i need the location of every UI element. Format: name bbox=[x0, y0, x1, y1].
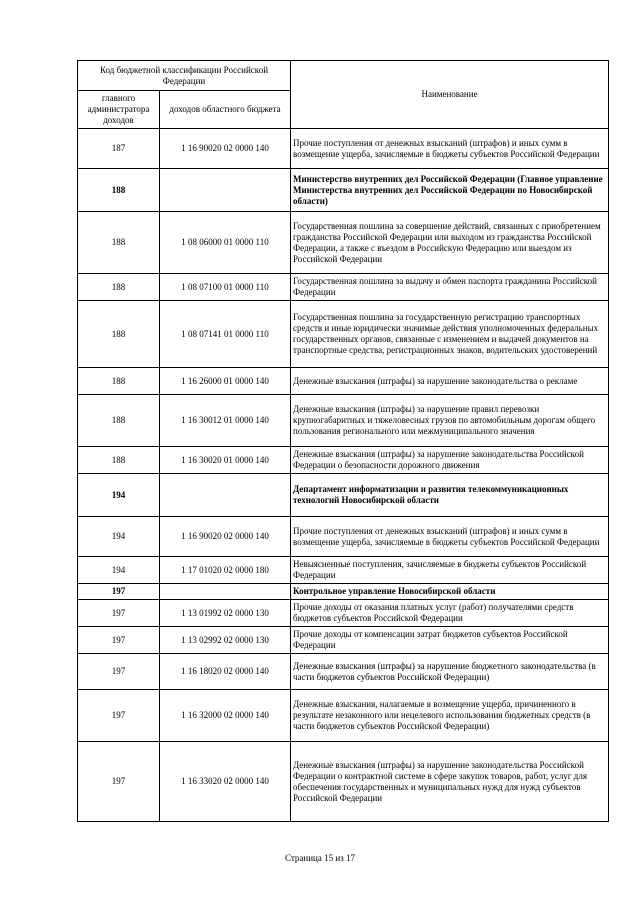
admin-code-cell: 188 bbox=[78, 212, 160, 274]
name-cell: Прочие поступления от денежных взысканий (штрафов) и иных сумм в возмещение ущерба, зачисляемые в бюджеты субъектов Российской Федерации bbox=[291, 129, 609, 169]
header-group: Код бюджетной классификации Российской Федерации bbox=[78, 61, 291, 91]
income-code-cell: 1 16 30012 01 0000 140 bbox=[160, 395, 291, 447]
name-cell: Прочие доходы от оказания платных услуг (работ) получателями средств бюджетов субъектов Российской Федерации bbox=[291, 600, 609, 627]
income-code-cell: 1 16 30020 01 0000 140 bbox=[160, 447, 291, 474]
table-row bbox=[78, 129, 609, 169]
income-code-cell: 1 16 90020 02 0000 140 bbox=[160, 517, 291, 557]
table-row bbox=[78, 212, 609, 274]
table-row bbox=[78, 395, 609, 447]
page-footer: Страница 15 из 17 bbox=[285, 853, 355, 863]
admin-code-cell: 194 bbox=[78, 474, 160, 517]
admin-code-cell: 188 bbox=[78, 447, 160, 474]
name-cell: Департамент информатизации и развития телекоммуникационных технологий Новосибирской области bbox=[291, 474, 609, 517]
income-code-cell: 1 08 06000 01 0000 110 bbox=[160, 212, 291, 274]
budget-classification-table bbox=[77, 60, 609, 822]
name-cell: Министерство внутренних дел Российской Федерации (Главное управление Министерства внутренних дел Российской Федерации по Новосибирской области) bbox=[291, 169, 609, 212]
admin-code-cell: 188 bbox=[78, 368, 160, 395]
table-body bbox=[78, 129, 609, 822]
income-code-cell bbox=[160, 169, 291, 212]
income-code-cell: 1 16 90020 02 0000 140 bbox=[160, 129, 291, 169]
admin-code-cell: 188 bbox=[78, 274, 160, 301]
income-code-cell: 1 08 07100 01 0000 110 bbox=[160, 274, 291, 301]
table-row bbox=[78, 600, 609, 627]
table-row bbox=[78, 627, 609, 654]
income-code-cell: 1 16 26000 01 0000 140 bbox=[160, 368, 291, 395]
name-cell: Денежные взыскания (штрафы) за нарушение бюджетного законодательства (в части бюджетов субъектов Российской Федерации) bbox=[291, 654, 609, 690]
table-row bbox=[78, 654, 609, 690]
header-income: доходов областного бюджета bbox=[160, 91, 291, 129]
admin-code-cell: 194 bbox=[78, 557, 160, 584]
header-name: Наименование bbox=[291, 61, 609, 129]
table-row bbox=[78, 517, 609, 557]
admin-code-cell: 197 bbox=[78, 742, 160, 822]
name-cell: Государственная пошлина за совершение действий, связанных с приобретением гражданства Российской Федерации или выходом из гражданства Российской Федерации, а также с въездом в Российскую Федерацию или выездом из Российской Федерации bbox=[291, 212, 609, 274]
income-code-cell: 1 16 18020 02 0000 140 bbox=[160, 654, 291, 690]
admin-code-cell: 197 bbox=[78, 627, 160, 654]
table-row bbox=[78, 301, 609, 368]
income-code-cell bbox=[160, 584, 291, 600]
income-code-cell: 1 13 01992 02 0000 130 bbox=[160, 600, 291, 627]
name-cell: Государственная пошлина за выдачу и обмен паспорта гражданина Российской Федерации bbox=[291, 274, 609, 301]
table-row bbox=[78, 584, 609, 600]
table-row bbox=[78, 474, 609, 517]
table-row bbox=[78, 169, 609, 212]
name-cell: Государственная пошлина за государственную регистрацию транспортных средств и иные юридически значимые действия уполномоченных федеральных государственных органов, связанные с изменением и выдачей документов на транспортные средства, регистрационных знаков, водительских удостоверений bbox=[291, 301, 609, 368]
admin-code-cell: 188 bbox=[78, 301, 160, 368]
admin-code-cell: 197 bbox=[78, 654, 160, 690]
admin-code-cell: 187 bbox=[78, 129, 160, 169]
admin-code-cell: 197 bbox=[78, 584, 160, 600]
income-code-cell: 1 16 32000 02 0000 140 bbox=[160, 690, 291, 742]
table-row bbox=[78, 742, 609, 822]
admin-code-cell: 197 bbox=[78, 600, 160, 627]
name-cell: Денежные взыскания (штрафы) за нарушение законодательства Российской Федерации о безопасности дорожного движения bbox=[291, 447, 609, 474]
admin-code-cell: 197 bbox=[78, 690, 160, 742]
name-cell: Контрольное управление Новосибирской области bbox=[291, 584, 609, 600]
table-row bbox=[78, 274, 609, 301]
admin-code-cell: 188 bbox=[78, 169, 160, 212]
name-cell: Невыясненные поступления, зачисляемые в бюджеты субъектов Российской Федерации bbox=[291, 557, 609, 584]
income-code-cell: 1 16 33020 02 0000 140 bbox=[160, 742, 291, 822]
name-cell: Денежные взыскания, налагаемые в возмещение ущерба, причиненного в результате незаконного или нецелевого использования бюджетных средств (в части бюджетов субъектов Российской Федерации) bbox=[291, 690, 609, 742]
admin-code-cell: 194 bbox=[78, 517, 160, 557]
table-row bbox=[78, 557, 609, 584]
income-code-cell: 1 13 02992 02 0000 130 bbox=[160, 627, 291, 654]
table-row bbox=[78, 368, 609, 395]
income-code-cell bbox=[160, 474, 291, 517]
name-cell: Денежные взыскания (штрафы) за нарушение законодательства Российской Федерации о контрактной системе в сфере закупок товаров, работ, услуг для обеспечения государственных и муниципальных нужд для нужд субъектов Российской Федерации bbox=[291, 742, 609, 822]
header-admin: главного администратора доходов bbox=[78, 91, 160, 129]
name-cell: Денежные взыскания (штрафы) за нарушение законодательства о рекламе bbox=[291, 368, 609, 395]
name-cell: Денежные взыскания (штрафы) за нарушение правил перевозки крупногабаритных и тяжеловесных грузов по автомобильным дорогам общего пользования регионального или межмуниципального значения bbox=[291, 395, 609, 447]
income-code-cell: 1 08 07141 01 0000 110 bbox=[160, 301, 291, 368]
table-row bbox=[78, 447, 609, 474]
name-cell: Прочие доходы от компенсации затрат бюджетов субъектов Российской Федерации bbox=[291, 627, 609, 654]
table-row bbox=[78, 690, 609, 742]
income-code-cell: 1 17 01020 02 0000 180 bbox=[160, 557, 291, 584]
name-cell: Прочие поступления от денежных взысканий (штрафов) и иных сумм в возмещение ущерба, зачисляемые в бюджеты субъектов Российской Федерации bbox=[291, 517, 609, 557]
admin-code-cell: 188 bbox=[78, 395, 160, 447]
